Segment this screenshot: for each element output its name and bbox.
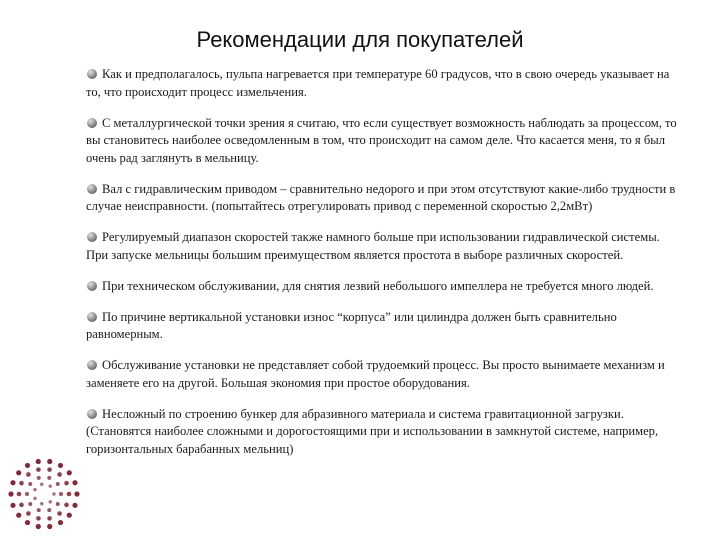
ornament-dot (59, 492, 63, 496)
bullet-item (86, 278, 684, 296)
bullet-item (86, 115, 684, 168)
ornament-dot (25, 520, 30, 525)
sphere-bullet-icon (87, 409, 97, 419)
ornament-dot (26, 472, 31, 477)
ornament-dot (47, 508, 51, 512)
ornament-dot (10, 503, 15, 508)
bullet-item (86, 181, 684, 216)
bullet-item (86, 406, 684, 459)
ornament-dot (17, 492, 22, 497)
ornament-dot (64, 481, 69, 486)
sphere-bullet-icon (87, 184, 97, 194)
ornament-dot (47, 459, 52, 464)
slide-title: Рекомендации для покупателей (196, 27, 524, 52)
ornament-dot (52, 492, 55, 495)
ornament-dot (26, 511, 31, 516)
ornament-dot (16, 470, 21, 475)
ornament-dot (37, 476, 41, 480)
sphere-bullet-icon (87, 281, 97, 291)
sphere-bullet-icon (87, 360, 97, 370)
bullet-text: Регулируемый диапазон скоростей также намного больше при использовании гидравлической системы. При запуске мельницы большим преимуществом является простота в выборе различных скоростей. (86, 230, 660, 262)
ornament-dot (72, 480, 77, 485)
ornament-dot (28, 502, 32, 506)
bullet-text: При техническом обслуживании, для снятия лезвий небольшого импеллера не требуется много людей. (102, 278, 654, 293)
ornament-dot (16, 513, 21, 518)
ornament-dot (36, 516, 41, 521)
ornament-dot (47, 467, 52, 472)
ornament-dot (47, 516, 52, 521)
bullet-text: Обслуживание установки не представляет собой трудоемкий процесс. Вы просто вынимаете механизм и заменяете его на другой. Большая экономия при простое оборудования. (86, 358, 665, 390)
sphere-bullet-icon (87, 312, 97, 322)
ornament-dot (8, 491, 13, 496)
ornament-dot (19, 481, 24, 486)
sphere-bullet-icon (87, 69, 97, 79)
bullet-item (86, 309, 684, 344)
ornament-dot (56, 482, 60, 486)
ornament-dot (58, 463, 63, 468)
ornament-dot (33, 497, 36, 500)
ornament-dot (49, 500, 52, 503)
ornament-dot (25, 463, 30, 468)
ornament-dot (57, 472, 62, 477)
dotted-circle-ornament (6, 456, 82, 532)
ornament-dot (36, 524, 41, 529)
ornament-dot (56, 502, 60, 506)
ornament-dot (64, 503, 69, 508)
ornament-dot (57, 511, 62, 516)
sphere-bullet-icon (87, 232, 97, 242)
ornament-dot (67, 470, 72, 475)
ornament-dot (47, 476, 51, 480)
sphere-bullet-icon (87, 118, 97, 128)
bullet-item (86, 229, 684, 264)
ornament-dot (47, 524, 52, 529)
bullet-list (86, 66, 684, 472)
bullet-item (86, 357, 684, 392)
bullet-text: Как и предполагалось, пульпа нагревается при температуре 60 градусов, что в свою очередь указывает на то, что происходит процесс измельчения. (86, 67, 670, 99)
ornament-dot (67, 513, 72, 518)
bullet-item (86, 66, 684, 101)
ornament-dot (36, 459, 41, 464)
ornament-dot (25, 492, 29, 496)
ornament-dot (67, 492, 72, 497)
bullet-text: С металлургической точки зрения я считаю, что если существует возможность наблюдать за процессом, то вы становитесь наиболее осведомленным в том, что происходит на самом деле. Что касается меня, то я был очень рад заглянуть в мельницу. (86, 115, 677, 165)
bullet-text: Несложный по строению бункер для абразивного материала и система гравитационной загрузки. (Становятся наиболее сложными и дорогостоящими при и использовании в замкнутой системе, например, горизонтальных барабанных мельниц) (86, 406, 659, 456)
ornament-dot (28, 482, 32, 486)
bullet-text: Вал с гидравлическим приводом – сравнительно недорого и при этом отсутствуют какие-либо трудности в случае неисправности. (попытайтесь отрегулировать привод с переменной скоростью 2,2мВт) (86, 181, 676, 213)
ornament-dot (58, 520, 63, 525)
ornament-dot (74, 491, 79, 496)
ornament-dot (10, 480, 15, 485)
bullet-text: По причине вертикальной установки износ “корпуса” или цилиндра должен быть сравнительно равномерным. (86, 309, 617, 341)
ornament-dot (36, 467, 41, 472)
ornament-dot (37, 508, 41, 512)
ornament-dot (40, 502, 43, 505)
ornament-dot (40, 483, 43, 486)
ornament-dot (72, 503, 77, 508)
ornament-dot (19, 503, 24, 508)
ornament-dot (33, 488, 36, 491)
ornament-dot (49, 484, 52, 487)
